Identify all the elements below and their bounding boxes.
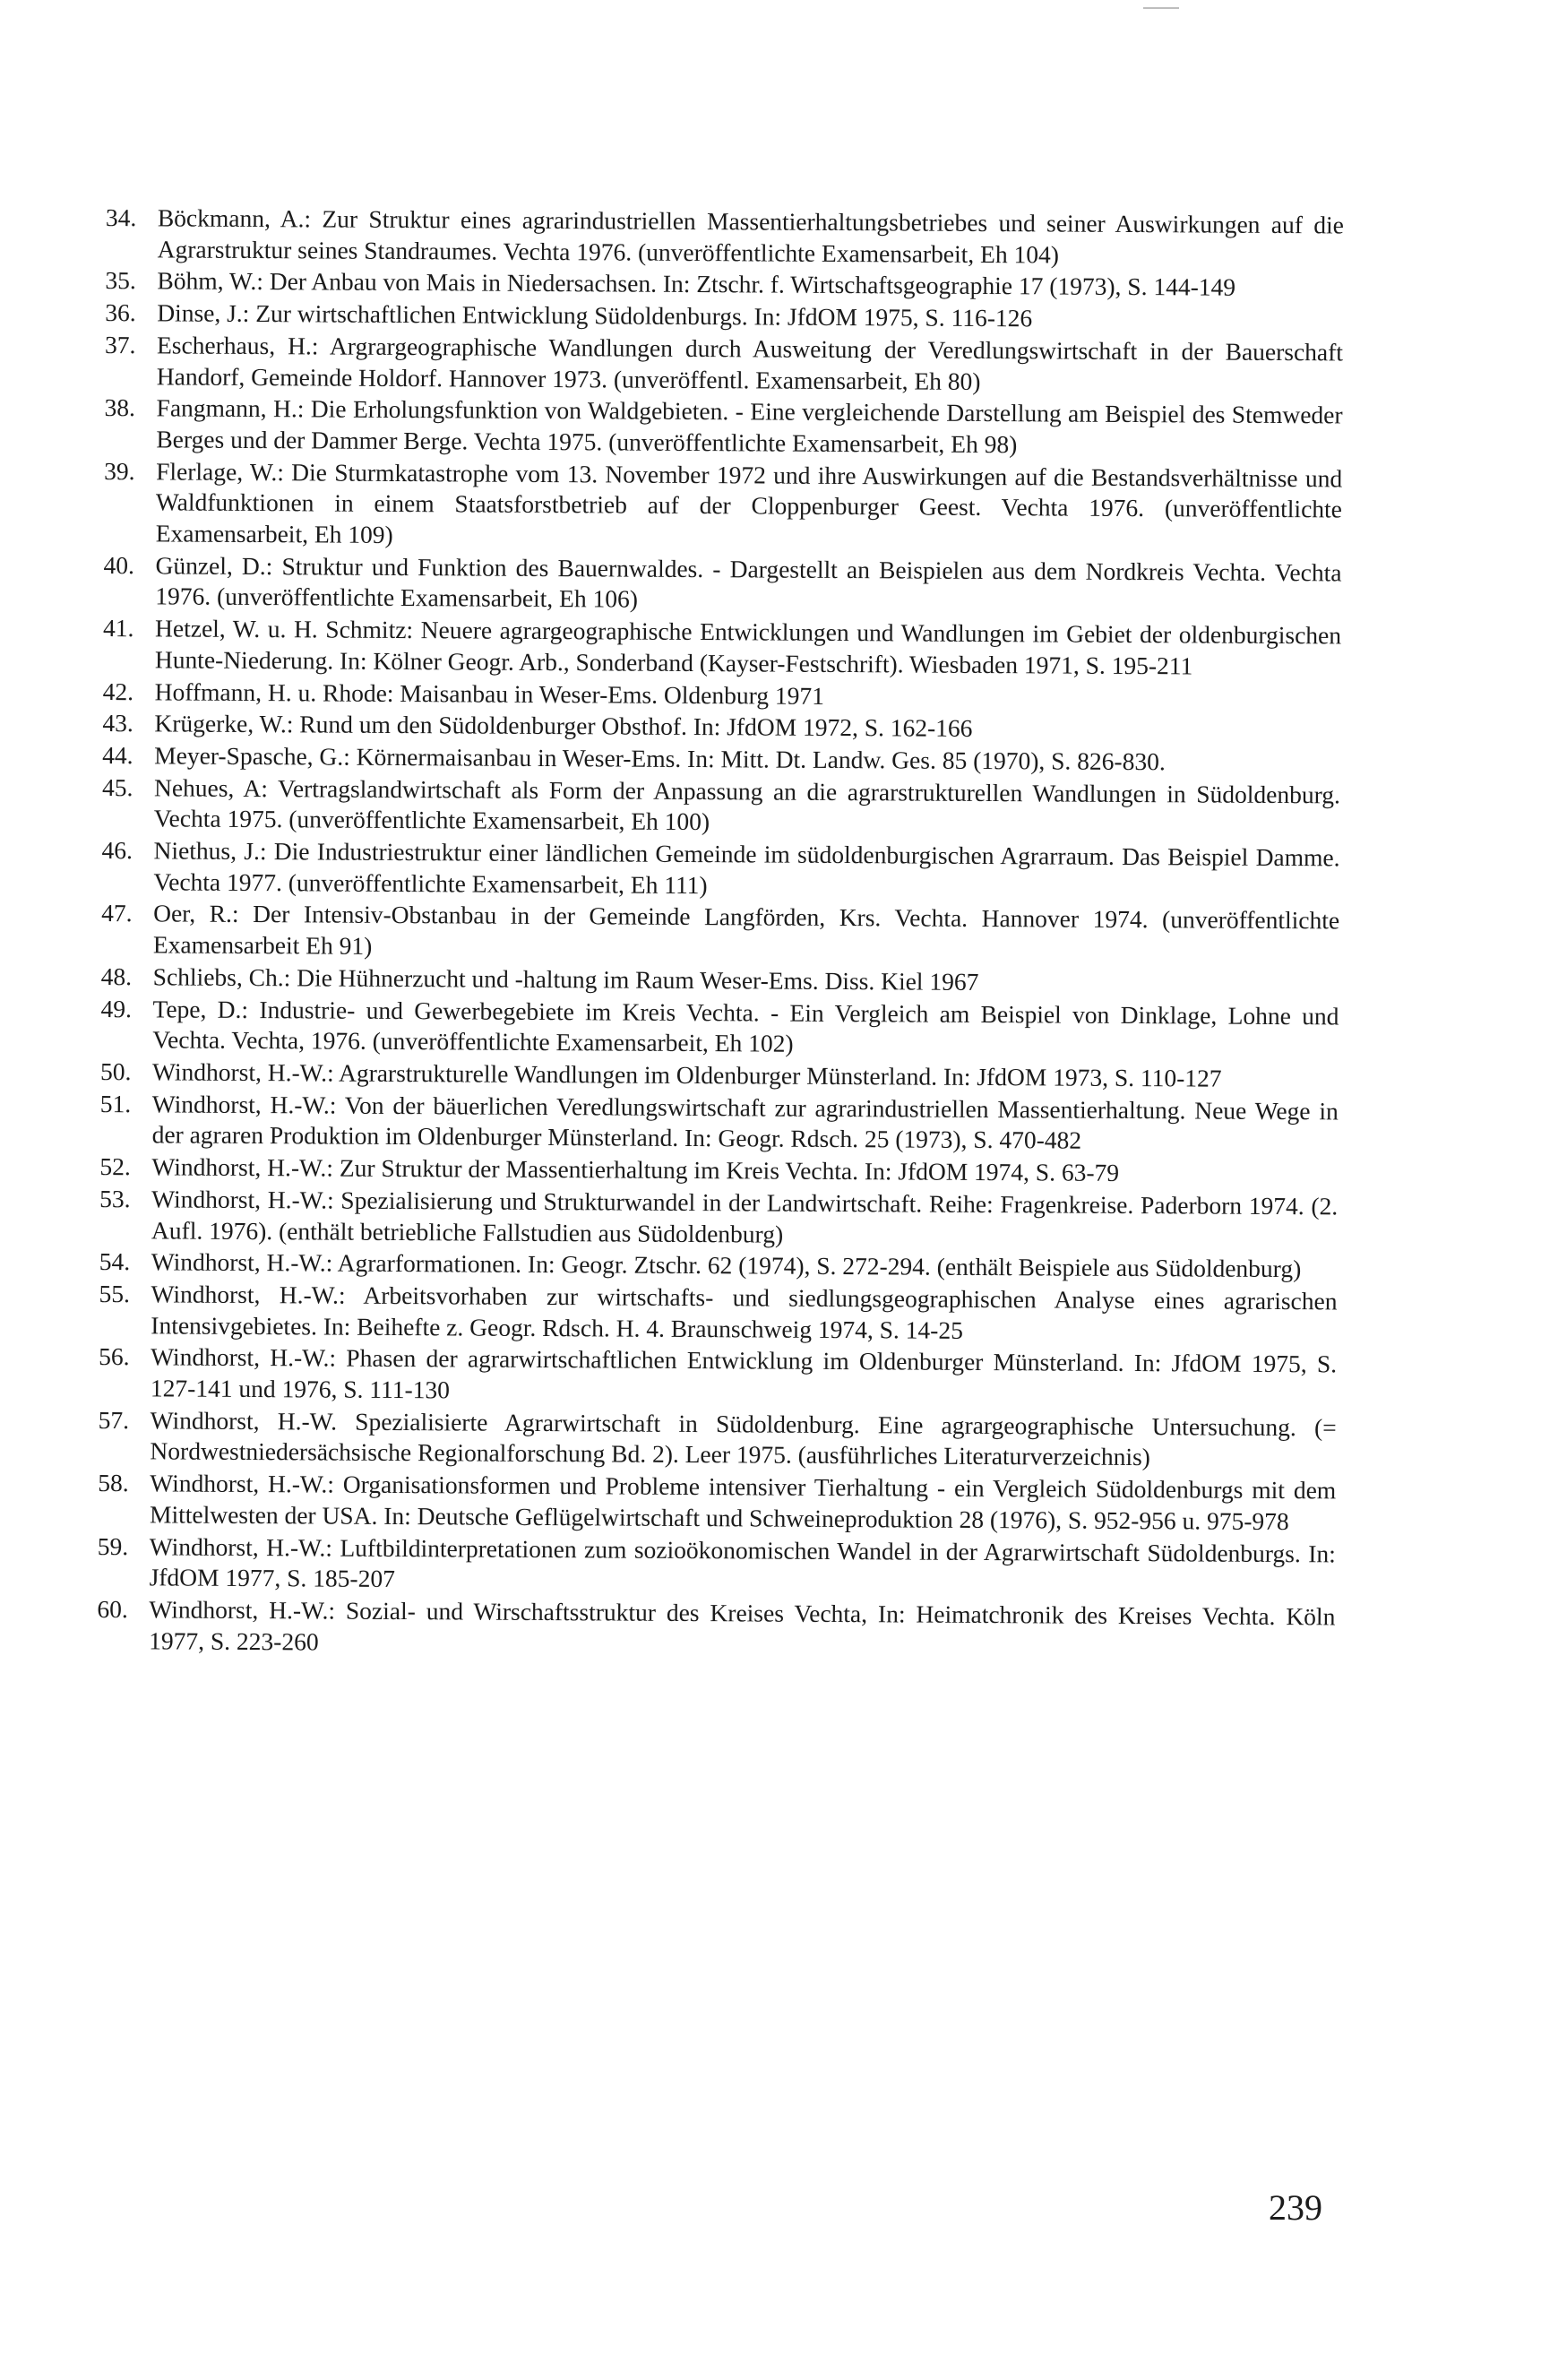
bibliography-entry: [99, 1279, 1337, 1349]
entry-number: 43.: [102, 709, 133, 737]
entry-text: Hoffmann, H. u. Rhode: Maisanbau in Weser-Ems. Oldenburg 1971: [154, 677, 825, 710]
entry-text: Windhorst, H.-W.: Sozial- und Wirschaftsstruktur des Kreises Vechta, In: Heimatchronik des Kreises Vechta. Köln 1977, S. 223-260: [149, 1595, 1336, 1656]
entry-number: 55.: [99, 1279, 131, 1308]
bibliography-entry: [103, 613, 1341, 683]
entry-text: Nehues, A: Vertragslandwirtschaft als Form der Anpassung an die agrarstrukturellen Wandlungen in Südoldenburg. Vechta 1975. (unveröffentlichte Examensarbeit, Eh 100): [153, 772, 1341, 836]
entry-number: 40.: [103, 550, 134, 579]
bibliography-entry: [99, 1184, 1338, 1254]
entry-number: 58.: [98, 1469, 129, 1497]
entry-text: Oer, R.: Der Intensiv-Obstanbau in der Gemeinde Langförden, Krs. Vechta. Hannover 1974. (unveröffentlichte Examensarbeit Eh 91): [152, 899, 1340, 961]
entry-text: Windhorst, H.-W.: Spezialisierung und Strukturwandel in der Landwirtschaft. Reihe: Fragenkreise. Paderborn 1974. (2. Aufl. 1976). (enthält betriebliche Fallstudien aus Südoldenburg): [151, 1185, 1339, 1248]
bibliography-entry: [99, 1341, 1337, 1411]
page-number: 239: [1269, 2187, 1322, 2228]
entry-text: Windhorst, H.-W.: Von der bäuerlichen Veredlungswirtschaft zur agrarindustriellen Massentierhaltung. Neue Wege in der agraren Produktion im Oldenburger Münsterland. In: Geogr. Rdsch. 25 (1973), S. 470-482: [151, 1090, 1339, 1155]
bibliography-entry: [100, 1089, 1339, 1159]
entry-number: 45.: [101, 772, 133, 801]
bibliography-entry: [104, 456, 1343, 557]
bibliography-entry: [97, 1594, 1335, 1664]
entry-number: 44.: [102, 740, 133, 770]
entry-text: Böhm, W.: Der Anbau von Mais in Niedersachsen. In: Ztschr. f. Wirtschaftsgeographie 17 (1973), S. 144-149: [157, 266, 1236, 302]
entry-number: 36.: [105, 298, 136, 327]
entry-number: 56.: [99, 1342, 130, 1371]
scan-mark: [1143, 7, 1179, 9]
entry-number: 57.: [98, 1405, 130, 1434]
entry-number: 41.: [103, 614, 134, 642]
entry-text: Niethus, J.: Die Industriestruktur einer ländlichen Gemeinde im südoldenburgischen Agrarraum. Das Beispiel Damme. Vechta 1977. (unveröffentlichte Examensarbeit, Eh 111): [153, 836, 1340, 899]
entry-text: Windhorst, H.-W.: Organisationsformen und Probleme intensiver Tierhaltung - ein Vergleich Südoldenburgs mit dem Mittelwesten der USA. In: Deutsche Geflügelwirtschaft und Schweineproduktion 28 (1976), S. 952-956 u. 975-978: [149, 1469, 1337, 1535]
entry-number: 49.: [100, 994, 132, 1022]
bibliography-entry: [104, 392, 1342, 462]
entry-number: 51.: [99, 1089, 132, 1117]
bibliography-entry: [102, 772, 1340, 842]
entry-text: Böckmann, A.: Zur Struktur eines agrarindustriellen Massentierhaltungsbetriebes und seiner Auswirkungen auf die Agrarstruktur seines Standraumes. Vechta 1976. (unveröffentlichte Examensarbeit, Eh 104): [157, 203, 1344, 269]
bibliography-entry: [98, 1468, 1336, 1538]
entry-text: Hetzel, W. u. H. Schmitz: Neuere agrargeographische Entwicklungen und Wandlungen im Gebiet der oldenburgischen Hunte-Niederung. In: Kölner Geogr. Arb., Sonderband (Kayser-Festschrift). Wiesbaden 1971, S. 195-211: [154, 614, 1342, 680]
entry-number: 34.: [105, 203, 137, 232]
entry-number: 46.: [101, 836, 133, 865]
entry-number: 54.: [99, 1247, 131, 1276]
entry-text: Windhorst, H.-W.: Zur Struktur der Massentierhaltung im Kreis Vechta. In: JfdOM 1974, S. 63-79: [151, 1152, 1120, 1187]
entry-number: 50.: [99, 1056, 132, 1086]
bibliography-entry: [103, 550, 1341, 620]
entry-number: 52.: [99, 1152, 131, 1181]
entry-text: Windhorst, H.-W.: Phasen der agrarwirtschaftlichen Entwicklung im Oldenburger Münsterland. In: JfdOM 1975, S. 127-141 und 1976, S. 111-130: [150, 1342, 1338, 1404]
entry-text: Tepe, D.: Industrie- und Gewerbegebiete im Kreis Vechta. - Ein Vergleich am Beispiel von Dinklage, Lohne und Vechta. Vechta, 1976. (unveröffentlichte Examensarbeit, Eh 102): [152, 994, 1339, 1057]
entry-text: Windhorst, H.-W.: Luftbildinterpretationen zum sozioökonomischen Wandel in der Agrarwirtschaft Südoldenburgs. In: JfdOM 1977, S. 185-207: [149, 1531, 1336, 1593]
entry-number: 37.: [104, 330, 136, 359]
bibliography-entry: [105, 330, 1343, 400]
entry-text: Günzel, D.: Struktur und Funktion des Bauernwaldes. - Dargestellt an Beispielen aus dem Nordkreis Vechta. Vechta 1976. (unveröffentlichte Examensarbeit, Eh 106): [155, 551, 1342, 614]
entry-text: Dinse, J.: Zur wirtschaftlichen Entwicklung Südoldenburgs. In: JfdOM 1975, S. 116-126: [157, 298, 1033, 332]
entry-text: Windhorst, H.-W.: Agrarstrukturelle Wandlungen im Oldenburger Münsterland. In: JfdOM 1973, S. 110-127: [151, 1057, 1222, 1092]
entry-number: 35.: [105, 266, 136, 295]
entry-text: Krügerke, W.: Rund um den Südoldenburger Obsthof. In: JfdOM 1972, S. 162-166: [154, 709, 973, 743]
entry-number: 53.: [99, 1184, 131, 1212]
entry-number: 47.: [101, 899, 133, 927]
entry-text: Escherhaus, H.: Argrargeographische Wandlungen durch Ausweitung der Veredlungswirtschaft in der Bauerschaft Handorf, Gemeinde Holdorf. Hannover 1973. (unveröffentl. Examensarbeit, Eh 80): [156, 331, 1344, 395]
bibliography-entry: [101, 835, 1339, 905]
bibliography-entry: [98, 1405, 1336, 1475]
entry-number: 60.: [97, 1594, 128, 1624]
entry-text: Fangmann, H.: Die Erholungsfunktion von Waldgebieten. - Eine vergleichende Darstellung am Beispiel des Stemweder Berges und der Dammer Berge. Vechta 1975. (unveröffentlichte Examensarbeit, Eh 98): [156, 393, 1343, 459]
bibliography-list: [97, 203, 1344, 1665]
bibliography-entry: [98, 1531, 1336, 1601]
entry-number: 38.: [104, 393, 136, 422]
entry-text: Windhorst, H.-W.: Arbeitsvorhaben zur wirtschafts- und siedlungsgeographischen Analyse eines agrarischen Intensivgebietes. In: Beihefte z. Geogr. Rdsch. H. 4. Braunschweig 1974, S. 14-25: [151, 1280, 1338, 1344]
bibliography-entry: [100, 994, 1339, 1064]
entry-number: 59.: [97, 1531, 129, 1560]
entry-number: 42.: [102, 677, 134, 705]
entry-text: Windhorst, H.-W. Spezialisierte Agrarwirtschaft in Südoldenburg. Eine agrargeographische Untersuchung. (= Nordwestniedersächsische Regionalforschung Bd. 2). Leer 1975. (ausführliches Literaturverzeichnis): [150, 1406, 1337, 1471]
bibliography-entry: [106, 203, 1344, 272]
entry-text: Windhorst, H.-W.: Agrarformationen. In: Geogr. Ztschr. 62 (1974), S. 272-294. (enthält Beispiele aus Südoldenburg): [151, 1247, 1302, 1283]
entry-text: Schliebs, Ch.: Die Hühnerzucht und -haltung im Raum Weser-Ems. Diss. Kiel 1967: [152, 962, 979, 996]
bibliography-entry: [101, 898, 1339, 968]
entry-number: 39.: [104, 456, 135, 485]
entry-number: 48.: [100, 961, 133, 991]
entry-text: Meyer-Spasche, G.: Körnermaisanbau in Weser-Ems. In: Mitt. Dt. Landw. Ges. 85 (1970), S. 826-830.: [154, 741, 1166, 776]
entry-text: Flerlage, W.: Die Sturmkatastrophe vom 13. November 1972 und ihre Auswirkungen auf die Bestandsverhältnisse und Waldfunktionen in einem Staatsforstbetrieb auf der Cloppenburger Geest. Vechta 1976. (unveröffentlichte Examensarbeit, Eh 109): [155, 456, 1343, 548]
